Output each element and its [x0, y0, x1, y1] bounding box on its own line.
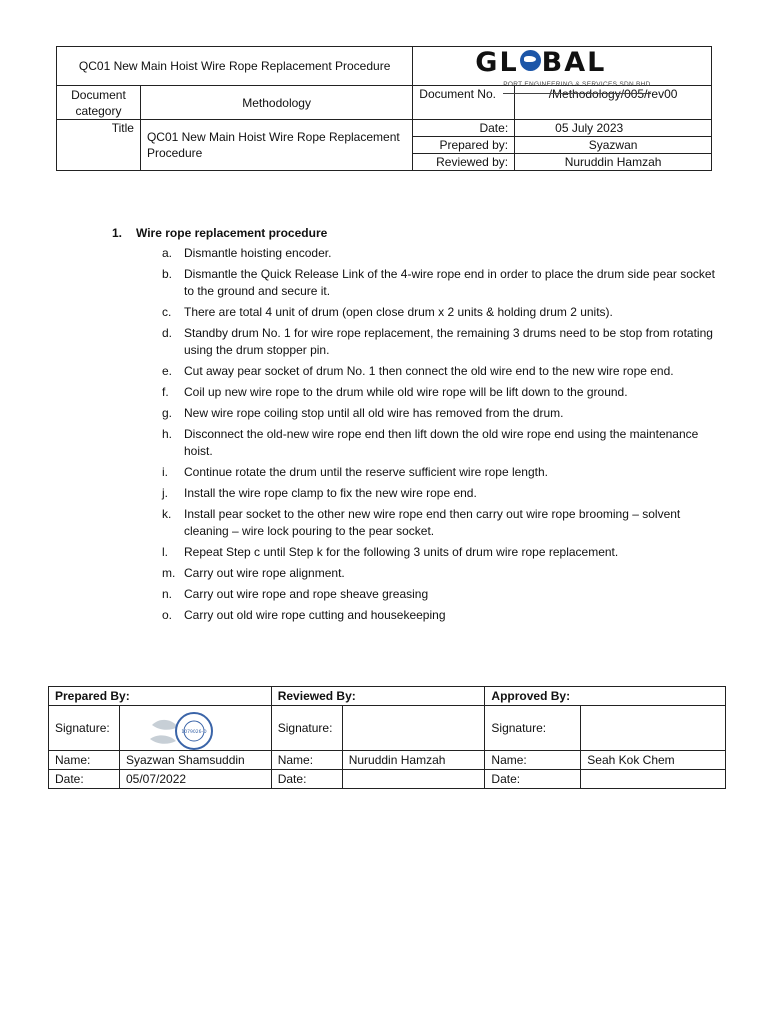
- procedure-section: [112, 226, 722, 628]
- stamp-registration: 1079026-D: [181, 730, 207, 735]
- list-item: m. Carry out wire rope alignment.: [162, 566, 345, 580]
- name-label: Name:: [49, 751, 120, 770]
- signature-label: Signature:: [485, 706, 581, 751]
- procedure-heading: 1. Wire rope replacement procedure: [112, 226, 328, 240]
- reviewed-by-header: Reviewed By:: [271, 687, 485, 706]
- list-item: c. There are total 4 unit of drum (open close drum x 2 units & holding drum 2 units).: [162, 305, 613, 319]
- date-label: Date:: [271, 770, 342, 789]
- logo-subtitle: PORT ENGINEERING & SERVICES SDN BHD: [503, 77, 650, 94]
- list-item: f. Coil up new wire rope to the drum while old wire rope will be lift down to the ground.: [162, 385, 628, 399]
- document-header-table: [56, 46, 712, 171]
- category-label: Document category: [57, 86, 141, 120]
- approved-name: Seah Kok Chem: [581, 751, 726, 770]
- list-item: e. Cut away pear socket of drum No. 1 then connect the old wire end to the new wire rope end.: [162, 364, 674, 378]
- prepared-date: 05/07/2022: [119, 770, 271, 789]
- reviewed-date: [342, 770, 485, 789]
- date-label: Date:: [413, 120, 515, 137]
- procedure-steps: [112, 245, 722, 624]
- list-item: i. Continue rotate the drum until the reserve sufficient wire rope length.: [162, 465, 548, 479]
- company-stamp: [150, 711, 222, 751]
- document-number-value: /Methodology/005/rev00: [515, 86, 712, 120]
- list-item: h. Disconnect the old-new wire rope end then lift down the old wire rope end using the maintenance hoist.: [162, 427, 699, 458]
- signature-label: Signature:: [49, 706, 120, 751]
- prepared-by-label: Prepared by:: [413, 137, 515, 154]
- globe-icon: [520, 50, 541, 71]
- list-item: n. Carry out wire rope and rope sheave greasing: [162, 587, 429, 601]
- signature-label: Signature:: [271, 706, 342, 751]
- list-item: k. Install pear socket to the other new wire rope end then carry out wire rope brooming – solvent cleaning – wire lock pouring to the pear socket.: [162, 507, 681, 538]
- reviewed-name: Nuruddin Hamzah: [342, 751, 485, 770]
- category-value: Methodology: [140, 86, 412, 120]
- document-title: QC01 New Main Hoist Wire Rope Replacement Procedure: [57, 47, 413, 86]
- approved-date: [581, 770, 726, 789]
- date-value: 05 July 2023: [515, 120, 712, 137]
- stamp-leaf: [150, 735, 176, 743]
- date-label: Date:: [49, 770, 120, 789]
- title-value: QC01 New Main Hoist Wire Rope Replacement Procedure: [140, 120, 412, 171]
- prepared-by-value: Syazwan: [515, 137, 712, 154]
- reviewed-signature-field: [342, 706, 485, 751]
- approved-by-header: Approved By:: [485, 687, 726, 706]
- stamp-leaf: [152, 720, 178, 730]
- list-item: o. Carry out old wire rope cutting and housekeeping: [162, 608, 446, 622]
- logo-cell: [413, 47, 712, 86]
- prepared-by-header: Prepared By:: [49, 687, 272, 706]
- date-label: Date:: [485, 770, 581, 789]
- company-logo: [413, 47, 711, 88]
- list-item: a. Dismantle hoisting encoder.: [162, 246, 332, 260]
- approved-signature-field: [581, 706, 726, 751]
- reviewed-by-label: Reviewed by:: [413, 154, 515, 171]
- list-item: d. Standby drum No. 1 for wire rope replacement, the remaining 3 drums need to be stop from rotating using the drum stopper pin.: [162, 326, 713, 357]
- document-number-label: Document No.: [413, 86, 515, 120]
- prepared-name: Syazwan Shamsuddin: [119, 751, 271, 770]
- name-label: Name:: [485, 751, 581, 770]
- logo-wordmark: GL BAL: [475, 47, 607, 78]
- name-label: Name:: [271, 751, 342, 770]
- list-item: l. Repeat Step c until Step k for the following 3 units of drum wire rope replacement.: [162, 545, 619, 559]
- list-item: b. Dismantle the Quick Release Link of the 4-wire rope end in order to place the drum side pear socket to the ground and secure it.: [162, 267, 715, 298]
- title-label: Title: [57, 120, 141, 171]
- reviewed-by-value: Nuruddin Hamzah: [515, 154, 712, 171]
- list-item: g. New wire rope coiling stop until all old wire has removed from the drum.: [162, 406, 564, 420]
- list-item: j. Install the wire rope clamp to fix the new wire rope end.: [162, 486, 477, 500]
